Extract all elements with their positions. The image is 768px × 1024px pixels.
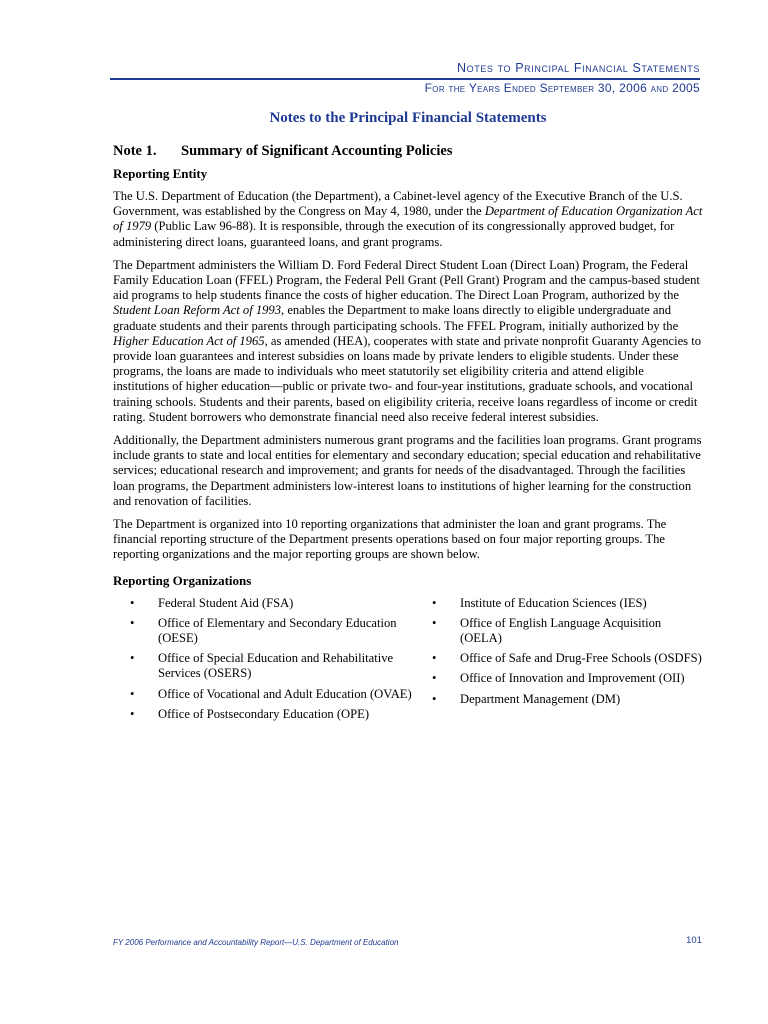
organizations-list-right (415, 596, 703, 727)
paragraph-1 (113, 189, 703, 250)
paragraph-2 (113, 258, 703, 425)
p2-act-name-1: Student Loan Reform Act of 1993, (113, 303, 285, 318)
list-item (113, 596, 415, 611)
list-item (415, 671, 703, 686)
list-item-text: Federal Student Aid (FSA) (158, 595, 294, 610)
list-item-text: Institute of Education Sciences (IES) (460, 595, 647, 610)
p2-act-name-2: Higher Education Act of 1965 (113, 333, 265, 348)
bullet-icon: • (432, 615, 437, 630)
running-header-title: Notes to Principal Financial Statements (457, 61, 700, 75)
bullet-icon: • (130, 706, 135, 721)
list-item (113, 687, 415, 702)
p1-text-b: (Public Law 96-88). It is responsible, through the execution of its congressionally approved budget, for administering direct loans, guaranteed loans, and grant programs. (113, 219, 675, 249)
bullet-icon: • (130, 595, 135, 610)
p1-text-a: The U.S. Department of Education (the Department), a Cabinet-level agency of the Executive Branch of the U.S. Government, was established by the Congress on May 4, 1980, under the (113, 189, 683, 219)
bullet-icon: • (432, 671, 437, 686)
list-item-text: Office of Vocational and Adult Education (OVAE) (158, 686, 412, 701)
reporting-organizations-lists (113, 596, 703, 727)
note-title: Summary of Significant Accounting Policies (181, 143, 453, 159)
list-item-text: Office of Safe and Drug-Free Schools (OSDFS) (460, 651, 702, 666)
list-item (415, 616, 703, 646)
reporting-organizations-heading: Reporting Organizations (113, 572, 252, 588)
bullet-icon: • (432, 691, 437, 706)
paragraph-3: Additionally, the Department administers numerous grant programs and the facilities loan programs. Grant programs include grants to state and local entities for elementary and secondary education; special education and rehabilitative services; educational research and improvement; and grants for needs of the disadvantaged. Through the facilities loan programs, the Department administers low-interest loans to institutions of higher learning for the construction and renovation of facilities. (113, 433, 702, 508)
header-rule (110, 78, 700, 80)
organizations-list-left (113, 596, 415, 727)
list-item-text: Office of Postsecondary Education (OPE) (158, 706, 370, 721)
page-title: Notes to the Principal Financial Statements (269, 110, 547, 126)
bullet-icon: • (130, 651, 135, 666)
note-heading (113, 143, 703, 160)
footer-report-title: FY 2006 Performance and Accountability Report—U.S. Department of Education (113, 938, 399, 947)
paragraph-4: The Department is organized into 10 reporting organizations that administer the loan and grant programs. The financial reporting structure of the Department presents operations based on four major reporting groups. The reporting organizations and the major reporting groups are shown below. (113, 517, 667, 562)
list-item-text: Office of Innovation and Improvement (OII) (460, 671, 685, 686)
list-item-text: Department Management (DM) (460, 691, 621, 706)
list-item (415, 596, 703, 611)
p2-text-b: enables the Department to make loans directly to eligible undergraduate and graduate students and their parents through participating schools. The FFEL Program, initially authorized by the (113, 303, 679, 333)
list-item (113, 707, 415, 722)
list-item-text: Office of Special Education and Rehabilitative Services (OSERS) (158, 651, 394, 681)
bullet-icon: • (130, 686, 135, 701)
p1-act-name: Department of Education Organization Act of 1979 (113, 204, 703, 234)
running-header-subtitle: For the Years Ended September 30, 2006 and 2005 (424, 81, 700, 95)
list-item-text: Office of Elementary and Secondary Education (OESE) (158, 615, 397, 646)
reporting-entity-heading: Reporting Entity (113, 166, 208, 181)
p2-text-a: The Department administers the William D. Ford Federal Direct Student Loan (Direct Loan) Program, the Federal Family Education Loan (FFEL) Program, the Federal Pell Grant (Pell Grant) Program and the campus-based student aid programs to help students finance the costs of higher education. The Direct Loan Program, authorized by the (113, 257, 700, 303)
list-item (113, 616, 415, 646)
bullet-icon: • (432, 651, 437, 666)
bullet-icon: • (130, 615, 135, 630)
list-item (415, 651, 703, 666)
list-item (113, 651, 415, 681)
footer-page-number: 101 (686, 935, 702, 946)
bullet-icon: • (432, 595, 437, 610)
page-body (113, 110, 703, 727)
list-item-text: Office of English Language Acquisition (OELA) (460, 615, 662, 646)
note-number: Note 1. (113, 143, 157, 159)
list-item (415, 692, 703, 707)
p2-text-c: , as amended (HEA), cooperates with state and private nonprofit Guaranty Agencies to provide loan guarantees and interest subsidies on loans made by private lenders to eligible students. Under these programs, the loans are made to individuals who meet statutorily set eligibility criteria and attend eligible institutions of higher education—public or private two- and four-year institutions, graduate schools, and vocational training schools. Students and their parents, based on eligibility criteria, receive loans regardless of income or credit rating. Student borrowers who demonstrate financial need also receive federal interest subsidies. (113, 333, 702, 424)
